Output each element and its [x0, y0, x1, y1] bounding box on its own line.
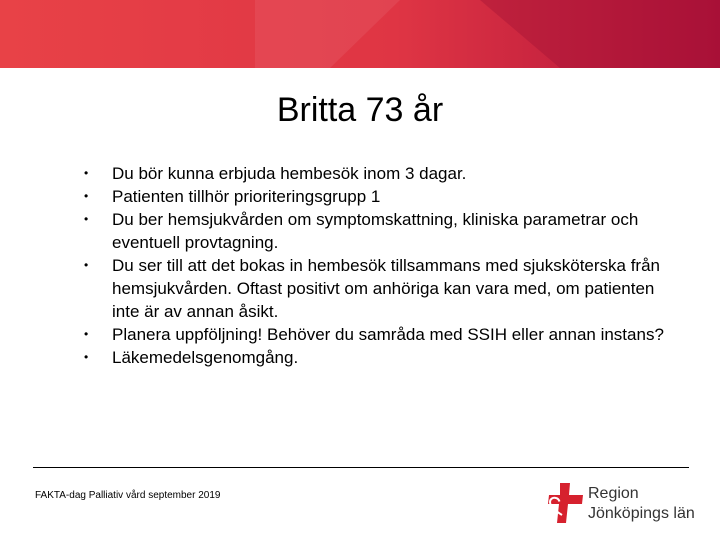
banner-graphic: [0, 0, 720, 68]
footer-text: FAKTA-dag Palliativ vård september 2019: [35, 490, 221, 501]
slide-title: Britta 73 år: [276, 91, 444, 129]
footer-divider: [33, 467, 689, 468]
logo-line-region: Region: [588, 485, 639, 502]
bullet-item: [84, 346, 664, 369]
bullet-text: Planera uppföljning! Behöver du samråda med SSIH eller annan instans?: [112, 325, 664, 344]
bullet-item: [84, 185, 664, 208]
bullet-marker: •: [84, 258, 89, 272]
logo-line-county: Jönköpings län: [588, 505, 695, 522]
bullet-text: Läkemedelsgenomgång.: [112, 348, 299, 367]
bullet-marker: •: [84, 327, 89, 341]
cross-heart-icon: [546, 481, 586, 525]
bullet-item: [84, 254, 664, 323]
bullet-text: Patienten tillhör prioriteringsgrupp 1: [112, 187, 381, 206]
bullet-item: [84, 208, 664, 254]
bullet-text: Du bör kunna erbjuda hembesök inom 3 dagar.: [112, 164, 467, 183]
bullet-marker: •: [84, 350, 89, 364]
region-logo: [546, 481, 706, 525]
bullet-marker: •: [84, 189, 89, 203]
bullet-list: [84, 162, 664, 369]
bullet-item: [84, 323, 664, 346]
bullet-text: Du ber hemsjukvården om symptomskattning, kliniska parametrar och eventuell provtagning.: [112, 210, 639, 252]
bullet-item: [84, 162, 664, 185]
bullet-text: Du ser till att det bokas in hembesök tillsammans med sjuksköterska från hemsjukvården. Oftast positivt om anhöriga kan vara med, om patienten inte är av annan åsikt.: [112, 256, 661, 321]
header-banner: [0, 0, 720, 68]
bullet-marker: •: [84, 212, 89, 226]
bullet-marker: •: [84, 166, 89, 180]
